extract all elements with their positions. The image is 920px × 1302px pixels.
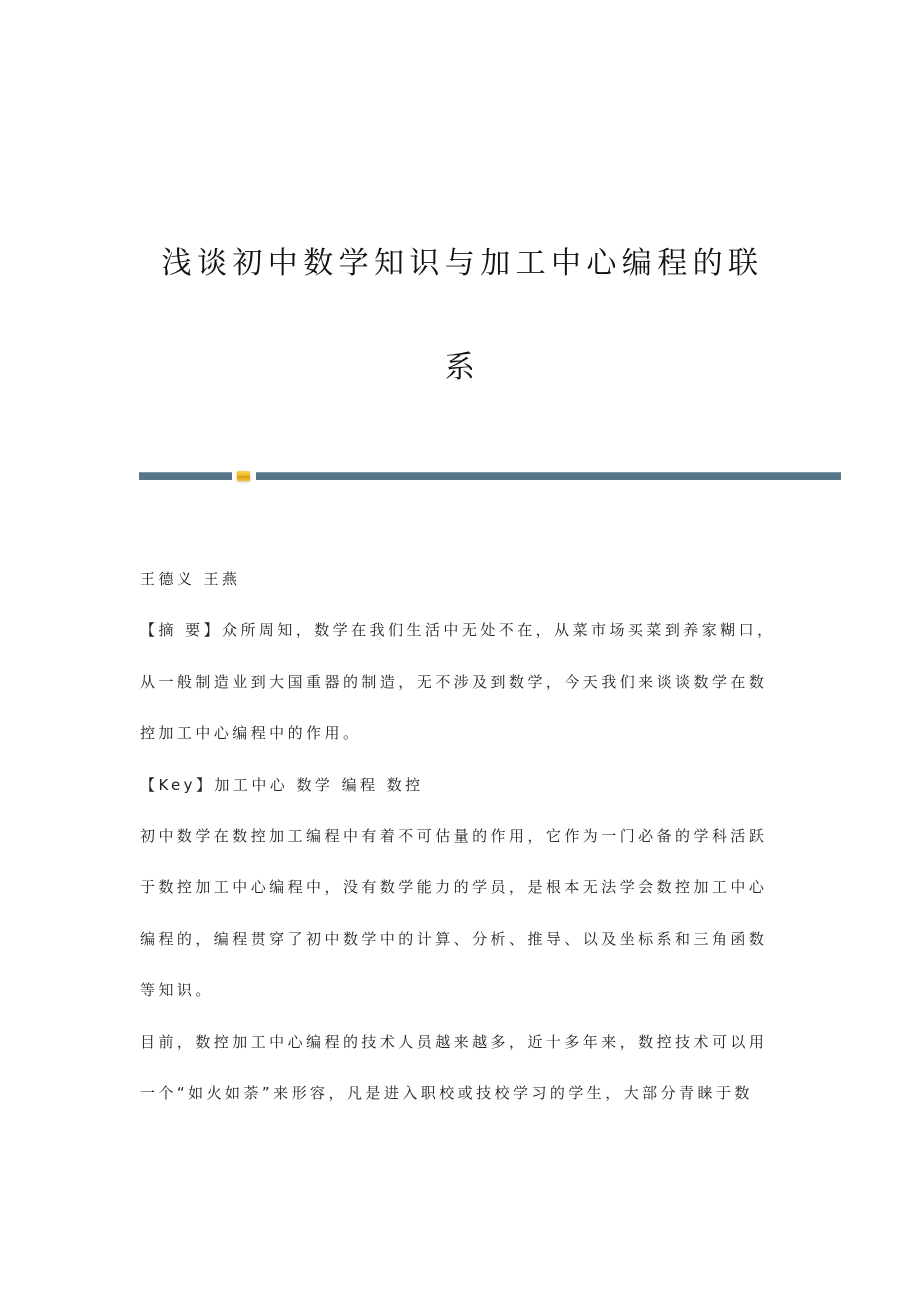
keywords-text: 加工中心 数学 编程 数控 <box>214 775 424 794</box>
gold-gem-icon <box>237 471 250 481</box>
document-body <box>140 554 780 1119</box>
title-line-2: 系 <box>444 350 481 385</box>
title-divider <box>139 471 841 481</box>
divider-bar-right <box>256 472 841 480</box>
authors: 王德义 王燕 <box>140 570 241 588</box>
keywords-label: 【Key】 <box>140 775 215 794</box>
divider-bar-left <box>139 472 232 480</box>
keywords <box>140 760 780 811</box>
document-title <box>140 212 785 420</box>
paragraph-1: 初中数学在数控加工编程中有着不可估量的作用，它作为一门必备的学科活跃于数控加工中心编程中，没有数学能力的学员，是根本无法学会数控加工中心编程的，编程贯穿了初中数学中的计算、分析、推导、以及坐标系和三角函数等知识。 <box>140 827 768 1000</box>
abstract-label: 【摘 要】 <box>140 621 223 640</box>
paragraph-2: 目前，数控加工中心编程的技术人员越来越多，近十多年来，数控技术可以用一个“如火如荼”来形容，凡是进入职校或技校学习的学生，大部分青睐于数 <box>140 1032 768 1103</box>
abstract <box>140 605 780 759</box>
abstract-text: 众所周知，数学在我们生活中无处不在，从菜市场买菜到养家糊口，从一般制造业到大国重器的制造，无不涉及到数学，今天我们来谈谈数学在数控加工中心编程中的作用。 <box>140 621 776 743</box>
title-line-1: 浅谈初中数学知识与加工中心编程的联 <box>161 246 764 281</box>
